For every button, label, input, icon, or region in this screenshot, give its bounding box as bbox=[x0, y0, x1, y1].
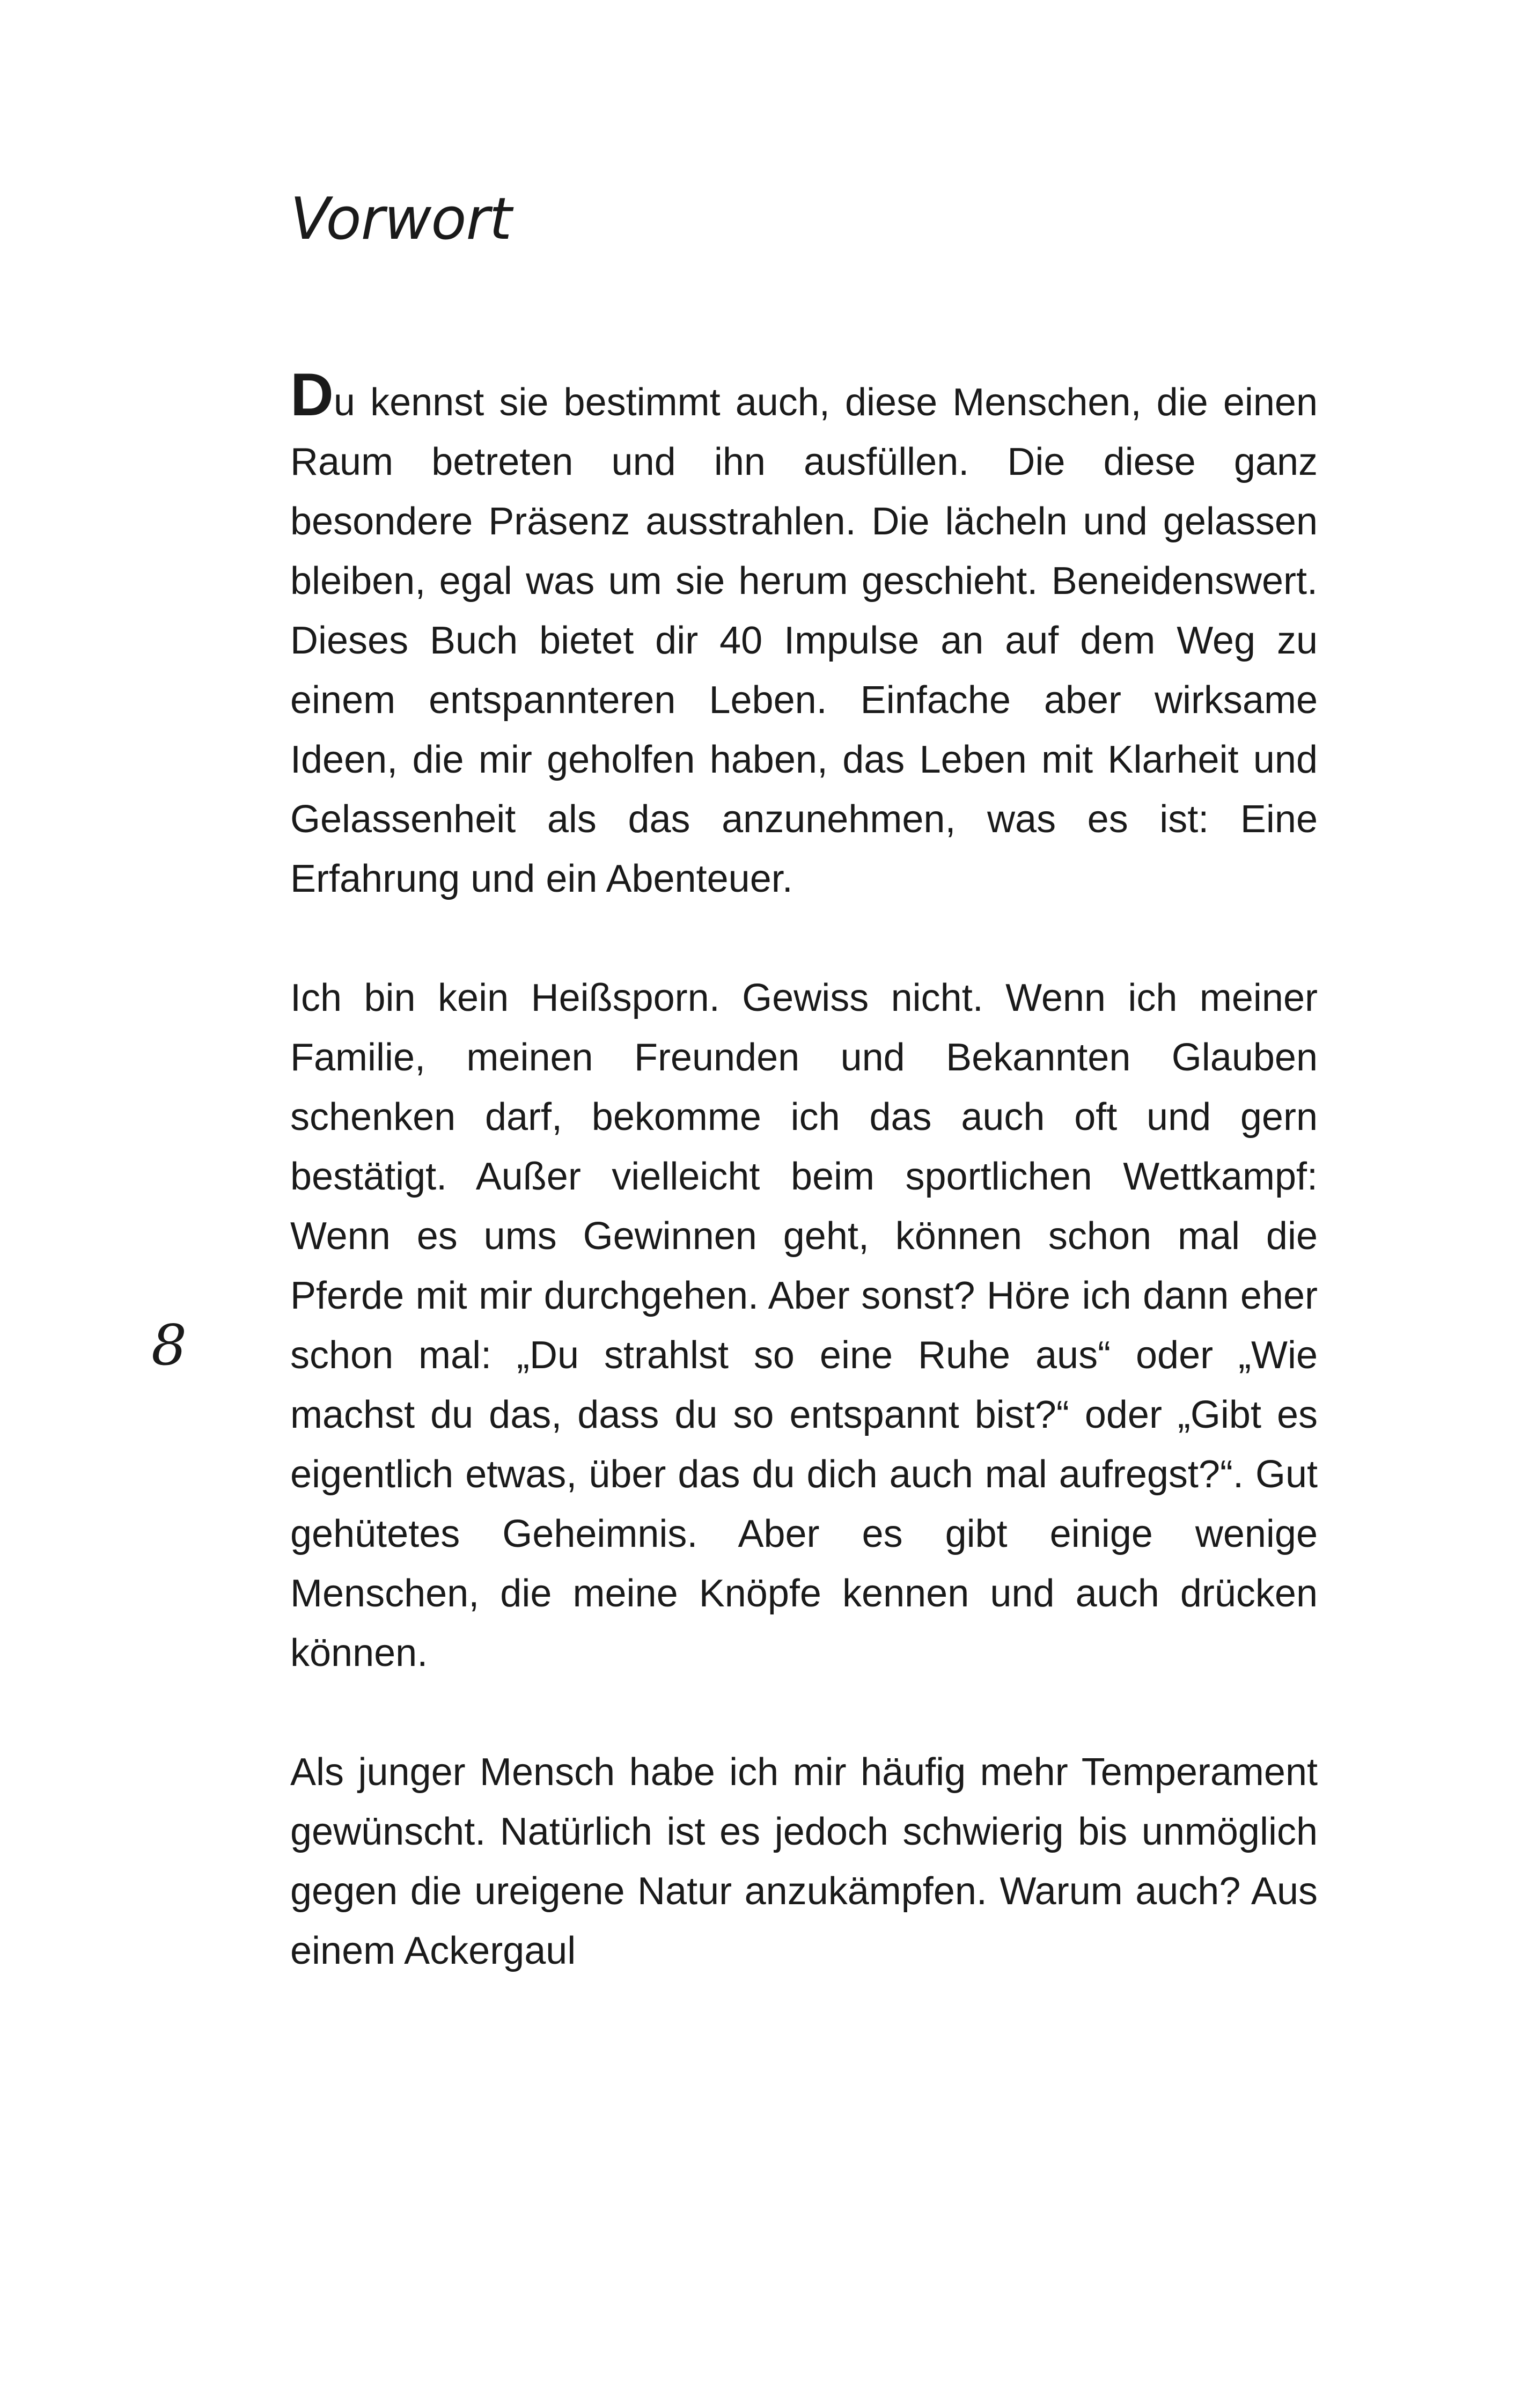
chapter-title: Vorwort bbox=[290, 186, 512, 253]
page-number: 8 bbox=[151, 1312, 187, 1378]
paragraph-2 bbox=[290, 968, 1318, 1683]
drop-initial: D bbox=[290, 361, 334, 428]
paragraph-1 bbox=[290, 361, 1318, 909]
paragraph-1-text: u kennst sie bestimmt auch, diese Menschen, die einen Raum betreten und ihn ausfüllen. Die diese ganz besondere Präsenz ausstrahlen. Die lächeln und gelassen bleiben, egal was um sie herum geschieht. Beneidenswert. Dieses Buch bietet dir 40 Impulse an auf dem Weg zu einem entspannteren Leben. Einfache aber wirksame Ideen, die mir geholfen haben, das Leben mit Klarheit und Gelassenheit als das anzunehmen, was es ist: Eine Erfahrung und ein Abenteuer. bbox=[290, 381, 1318, 900]
paragraph-2-text: Ich bin kein Heißsporn. Gewiss nicht. Wenn ich meiner Familie, meinen Freunden und Bekannten Glauben schenken darf, bekomme ich das auch oft und gern bestätigt. Außer vielleicht beim sportlichen Wettkampf: Wenn es ums Gewinnen geht, können schon mal die Pferde mit mir durchgehen. Aber sonst? Höre ich dann eher schon mal: „Du strahlst so eine Ruhe aus“ oder „Wie machst du das, dass du so entspannt bist?“ oder „Gibt es eigentlich etwas, über das du dich auch mal aufregst?“. Gut gehütetes Geheimnis. Aber es gibt einige wenige Menschen, die meine Knöpfe kennen und auch drücken können. bbox=[290, 977, 1318, 1675]
body-text bbox=[290, 361, 1318, 1981]
paragraph-3-text: Als junger Mensch habe ich mir häufig mehr Temperament gewünscht. Natürlich ist es jedoch schwierig bis unmöglich gegen die ureigene Natur anzukämpfen. Warum auch? Aus einem Ackergaul bbox=[290, 1751, 1318, 1972]
paragraph-3 bbox=[290, 1743, 1318, 1981]
